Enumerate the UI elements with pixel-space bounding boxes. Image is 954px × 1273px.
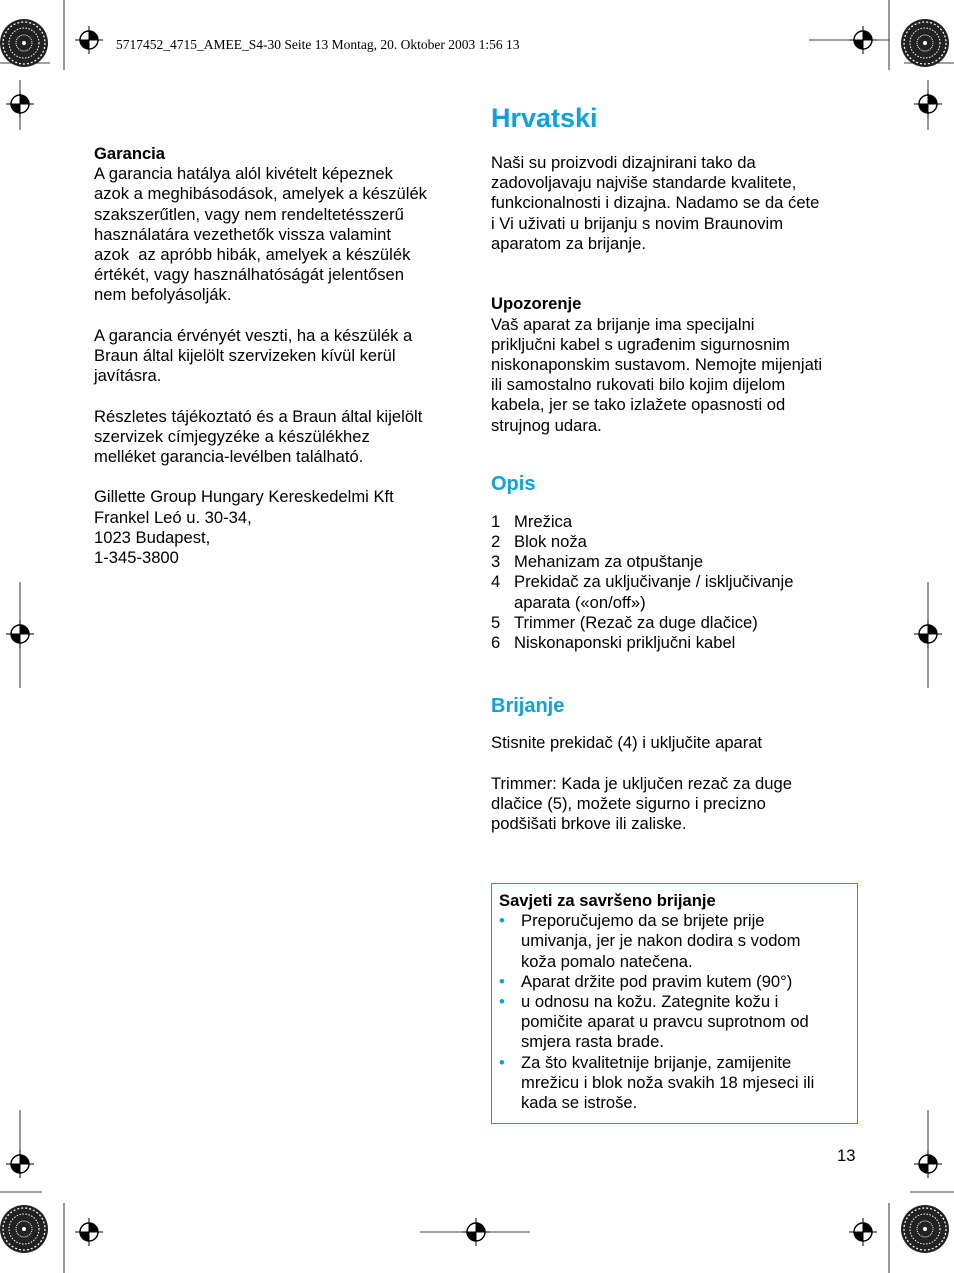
bullet-icon: • [499,992,505,1012]
part-number: 6 [491,633,501,653]
tips-box [491,883,858,1124]
bullet-icon: • [499,911,505,931]
warranty-void-line: javításra. [94,366,162,386]
warning-line: niskonaponskim sustavom. Nemojte mijenjati [491,355,823,374]
warranty-line: A garancia hatálya alól kivételt képeznek [94,164,393,184]
warning-line: strujnog udara. [491,415,602,435]
print-slug: 5717452_4715_AMEE_S4-30 Seite 13 Montag, 20. Oktober 2003 1:56 13 [116,37,520,52]
bullet-icon: • [499,971,505,991]
warranty-line: azok a meghibásodások, amelyek a készülék [94,184,427,204]
list-item [491,613,857,633]
shaving-title: Brijanje [491,695,565,718]
warning-heading: Upozorenje [491,294,582,314]
tips-heading: Savjeti za savršeno brijanje [499,891,716,910]
part-label: Blok noža [514,532,587,552]
warranty-line: használatára vezethetők vissza valamint [94,224,391,244]
right-column [491,100,857,834]
details-line: Részletes tájékoztató és a Braun által kijelölt [94,406,423,426]
warranty-line: értékét, vagy használhatóságát jelentősen [94,265,404,285]
warranty-line: szakszerűtlen, vagy nem rendeltetésszerű [94,204,404,224]
list-item [491,572,857,612]
trimmer-line: podšišati brkove ili zaliske. [491,814,687,834]
part-label: Niskonaponski priključni kabel [514,633,736,653]
warranty-void-line: A garancia érvényét veszti, ha a készülék a [94,325,413,345]
address-line: Gillette Group Hungary Kereskedelmi Kft [94,487,394,507]
list-item [491,633,857,653]
intro-line: funkcionalnosti i dizajna. Nadamo se da ćete [491,193,820,213]
warning-line: Vaš aparat za brijanje ima specijalni [491,314,755,334]
warranty-heading: Garancia [94,144,166,163]
warning-line: kabela, jer se tako izlažete opasnosti od [491,395,786,415]
part-number: 4 [491,572,501,592]
part-number: 2 [491,532,501,552]
address-line: 1-345-3800 [94,548,179,568]
list-item [491,552,857,572]
details-line: melléket garancia-levélben található. [94,447,364,467]
list-item [499,972,849,992]
part-label: Prekidač za uključivanje / isključivanje aparata («on/off») [514,572,794,612]
address-line: Frankel Leó u. 30-34, [94,507,252,527]
trimmer-line: dlačice (5), možete sigurno i precizno [491,793,766,813]
page-number: 13 [837,1146,856,1165]
page-title: Hrvatski [491,103,598,133]
intro-line: aparatom za brijanje. [491,233,646,253]
warning-line: priključni kabel s ugrađenim sigurnosnim [491,334,790,354]
tips-list [499,911,849,1113]
details-line: szervizek címjegyzéke a készülékhez [94,426,370,446]
tip-text: Za što kvalitetnije brijanje, zamijenite mrežicu i blok noža svakih 18 mjeseci ili kada se istroše. [521,1052,815,1113]
list-item [499,992,849,1053]
shaving-step: Stisnite prekidač (4) i uključite aparat [491,733,763,753]
address-line: 1023 Budapest, [94,527,211,547]
intro-line: Naši su proizvodi dizajnirani tako da [491,153,756,172]
part-label: Mrežica [514,511,573,531]
warranty-line: azok az apróbb hibák, amelyek a készülék [94,245,411,265]
bullet-icon: • [499,1052,505,1072]
description-title: Opis [491,472,536,495]
tip-text: Preporučujemo da se brijete prije umivanja, jer je nakon dodira s vodom koža pomalo natečena. [521,911,801,971]
part-label: Trimmer (Rezač za duge dlačice) [514,612,758,632]
list-item [491,532,857,552]
part-label: Mehanizam za otpuštanje [514,552,704,572]
parts-list [491,512,857,653]
part-number: 1 [491,511,501,531]
tip-text: u odnosu na kožu. Zategnite kožu i pomičite aparat u pravcu suprotnom od smjera rasta brade. [521,992,809,1052]
warning-line: ili samostalno rukovati bilo kojim dijelom [491,375,786,395]
tip-text: Aparat držite pod pravim kutem (90°) [521,971,793,991]
list-item [491,512,857,532]
warranty-line: nem befolyásolják. [94,285,232,305]
part-number: 3 [491,552,501,572]
intro-line: i Vi uživati u brijanju s novim Braunovim [491,213,784,233]
list-item [499,1053,849,1114]
trimmer-line: Trimmer: Kada je uključen rezač za duge [491,773,792,793]
part-number: 5 [491,612,501,632]
left-column [94,144,464,568]
warranty-void-line: Braun által kijelölt szervizeken kívül kerül [94,346,396,366]
list-item [499,911,849,972]
intro-line: zadovoljavaju najviše standarde kvalitete, [491,173,797,193]
